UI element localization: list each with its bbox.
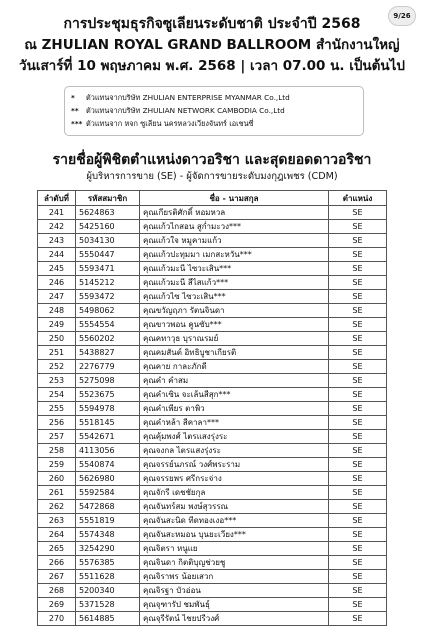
cell-order: 262 [38,500,76,514]
cell-position: SE [329,360,387,374]
cell-member-code: 5438827 [76,346,140,360]
cell-position: SE [329,290,387,304]
achievers-table [37,190,387,626]
table-row [38,262,387,276]
cell-member-code: 5275098 [76,374,140,388]
cell-position: SE [329,570,387,584]
legend-notes-box [64,86,364,136]
cell-name: คุณขาวพอน คูนซับ*** [140,318,329,332]
cell-member-code: 5626980 [76,472,140,486]
table-row [38,416,387,430]
table-row [38,598,387,612]
cell-order: 265 [38,542,76,556]
table-row [38,388,387,402]
table-row [38,430,387,444]
cell-order: 261 [38,486,76,500]
cell-member-code: 5592584 [76,486,140,500]
cell-position: SE [329,556,387,570]
cell-name: คุณจักรี เดชชัยกุล [140,486,329,500]
table-header-row [38,191,387,206]
cell-name: คุณจิรฐา บัวอ่อน [140,584,329,598]
legend-text: ตัวแทนจากบริษัท ZHULIAN ENTERPRISE MYANMAR Co.,Ltd [86,93,290,102]
cell-name: คุณแก้วมะนี สีไสแก้ว*** [140,276,329,290]
table-row [38,220,387,234]
cell-position: SE [329,528,387,542]
cell-member-code: 5574348 [76,528,140,542]
cell-name: คุณจิตรา หนูแย [140,542,329,556]
cell-position: SE [329,402,387,416]
cell-member-code: 3254290 [76,542,140,556]
cell-order: 270 [38,612,76,626]
cell-member-code: 5518145 [76,416,140,430]
cell-position: SE [329,472,387,486]
table-row [38,584,387,598]
cell-name: คุณจงกล ไตรแสงรุ่งระ [140,444,329,458]
column-header-member-code: รหัสสมาชิก [76,191,140,206]
table-row [38,542,387,556]
table-row [38,472,387,486]
legend-note [71,104,357,117]
event-date-time: วันเสาร์ที่ 10 พฤษภาคม พ.ศ. 2568 | เวลา 07.00 น. เป็นต้นไป [19,58,405,74]
cell-order: 269 [38,598,76,612]
cell-position: SE [329,416,387,430]
cell-name: คุณจุฑารัป ชมพันธุ์ [140,598,329,612]
cell-member-code: 5554554 [76,318,140,332]
cell-position: SE [329,486,387,500]
cell-member-code: 5593471 [76,262,140,276]
cell-order: 263 [38,514,76,528]
legend-mark: ** [71,106,79,115]
legend-mark: *** [71,119,83,128]
cell-name: คุณแก้วไซ ไซวะเสิน*** [140,290,329,304]
cell-order: 267 [38,570,76,584]
cell-position: SE [329,430,387,444]
cell-order: 256 [38,416,76,430]
table-row [38,304,387,318]
table-row [38,612,387,626]
cell-name: คุณจรรยพร ศรีกระจ่าง [140,472,329,486]
cell-position: SE [329,542,387,556]
cell-name: คุณคมสันต์ อิทธิบูชาเกียรติ [140,346,329,360]
legend-note [71,91,357,104]
cell-name: คุณแก้วปะทุมมา เมกสะหวัน*** [140,248,329,262]
table-row [38,444,387,458]
table-row [38,332,387,346]
cell-position: SE [329,276,387,290]
table-row [38,556,387,570]
cell-position: SE [329,234,387,248]
cell-order: 245 [38,262,76,276]
cell-order: 255 [38,402,76,416]
table-row [38,276,387,290]
event-header [0,14,424,77]
cell-position: SE [329,206,387,220]
table-row [38,458,387,472]
cell-name: คุณขวัญฤภา รัตนจินดา [140,304,329,318]
cell-member-code: 5540874 [76,458,140,472]
cell-name: คุณคทาวุธ บุราณรมย์ [140,332,329,346]
column-header-name: ชื่อ - นามสกุล [140,191,329,206]
cell-position: SE [329,514,387,528]
column-header-order: ลำดับที่ [38,191,76,206]
cell-position: SE [329,332,387,346]
cell-name: คุณจันสะนิด ทีดทองเงอ*** [140,514,329,528]
legend-text: ตัวแทนจากบริษัท ZHULIAN NETWORK CAMBODIA Co.,Ltd [86,106,285,115]
table-row [38,234,387,248]
cell-order: 257 [38,430,76,444]
cell-member-code: 5498062 [76,304,140,318]
cell-position: SE [329,598,387,612]
cell-position: SE [329,612,387,626]
cell-name: คุณคุ้มพงศ์ ไตรแสงรุ่งระ [140,430,329,444]
cell-member-code: 5200340 [76,584,140,598]
table-row [38,514,387,528]
cell-order: 246 [38,276,76,290]
cell-name: คุณคำเซิน จะเล้นสีสุก*** [140,388,329,402]
table-row [38,528,387,542]
cell-order: 251 [38,346,76,360]
cell-name: คุณแก้วมะนี ไซวะเสิน*** [140,262,329,276]
table-row [38,500,387,514]
event-venue: ณ ZHULIAN ROYAL GRAND BALLROOM สำนักงานใหญ่ [24,37,400,53]
list-subtitle: ผู้บริหารการขาย (SE) - ผู้จัดการขายระดับมงกุฎเพชร (CDM) [86,171,338,182]
cell-member-code: 5624863 [76,206,140,220]
cell-position: SE [329,388,387,402]
cell-order: 247 [38,290,76,304]
cell-position: SE [329,444,387,458]
cell-name: คุณจรรย์นภรณ์ วงศ์พระราม [140,458,329,472]
cell-position: SE [329,318,387,332]
cell-member-code: 5511628 [76,570,140,584]
page-number-badge: 9/26 [388,6,416,26]
table-row [38,570,387,584]
cell-member-code: 5593472 [76,290,140,304]
cell-order: 253 [38,374,76,388]
table-row [38,318,387,332]
cell-name: คุณจุรีรัตน์ ไชยปรีวงศ์ [140,612,329,626]
cell-member-code: 5542671 [76,430,140,444]
cell-order: 242 [38,220,76,234]
cell-order: 252 [38,360,76,374]
cell-name: คุณจันสะหมอน บุนยะเวียง*** [140,528,329,542]
table-row [38,374,387,388]
cell-order: 266 [38,556,76,570]
cell-name: คุณแก้วไกสอน สูก่ำมะวง*** [140,220,329,234]
cell-order: 258 [38,444,76,458]
cell-position: SE [329,584,387,598]
cell-name: คุณเกียรติศักดิ์ หอมหวล [140,206,329,220]
legend-mark: * [71,93,75,102]
cell-member-code: 5551819 [76,514,140,528]
cell-name: คุณจิราพร น้อยเสวก [140,570,329,584]
cell-name: คุณจินดา กิตติบุญช่วยชู [140,556,329,570]
cell-member-code: 5425160 [76,220,140,234]
cell-member-code: 5371528 [76,598,140,612]
cell-order: 248 [38,304,76,318]
cell-order: 244 [38,248,76,262]
cell-position: SE [329,248,387,262]
cell-order: 249 [38,318,76,332]
cell-name: คุณคาย กาละภักดี [140,360,329,374]
cell-order: 241 [38,206,76,220]
cell-member-code: 2276779 [76,360,140,374]
table-row [38,290,387,304]
cell-member-code: 5576385 [76,556,140,570]
cell-member-code: 5034130 [76,234,140,248]
cell-name: คุณจันทร์สม พงษ์สุวรรณ [140,500,329,514]
cell-position: SE [329,458,387,472]
table-row [38,206,387,220]
cell-order: 268 [38,584,76,598]
event-title: การประชุมธุรกิจซูเลียนระดับชาติ ประจำปี 2568 [63,16,361,32]
cell-name: คุณคำหล้า สีคาลา*** [140,416,329,430]
cell-order: 260 [38,472,76,486]
column-header-position: ตำแหน่ง [329,191,387,206]
cell-name: คุณคำ คำสม [140,374,329,388]
table-body [38,206,387,626]
cell-member-code: 5145212 [76,276,140,290]
table-row [38,486,387,500]
cell-member-code: 5614885 [76,612,140,626]
table-row [38,360,387,374]
cell-member-code: 5523675 [76,388,140,402]
cell-position: SE [329,220,387,234]
list-title: รายชื่อผู้พิชิตตำแหน่งดาวอริชา และสุดยอดดาวอริชา [52,152,372,168]
cell-position: SE [329,304,387,318]
cell-member-code: 5594978 [76,402,140,416]
cell-member-code: 5560202 [76,332,140,346]
cell-order: 243 [38,234,76,248]
cell-order: 250 [38,332,76,346]
cell-member-code: 4113056 [76,444,140,458]
cell-position: SE [329,500,387,514]
cell-member-code: 5550447 [76,248,140,262]
cell-name: คุณแก้วใจ หมูคามแก้ว [140,234,329,248]
cell-order: 264 [38,528,76,542]
table-row [38,346,387,360]
cell-position: SE [329,262,387,276]
legend-text: ตัวแทนจาก หจก ซูเลียน นครหลวงเวียงจันทร์ เอเชนซี่ [86,119,254,128]
legend-note [71,117,357,130]
cell-position: SE [329,374,387,388]
cell-order: 254 [38,388,76,402]
table-row [38,248,387,262]
cell-position: SE [329,346,387,360]
table-row [38,402,387,416]
cell-order: 259 [38,458,76,472]
cell-name: คุณคำเพียร ตาพิว [140,402,329,416]
cell-member-code: 5472868 [76,500,140,514]
